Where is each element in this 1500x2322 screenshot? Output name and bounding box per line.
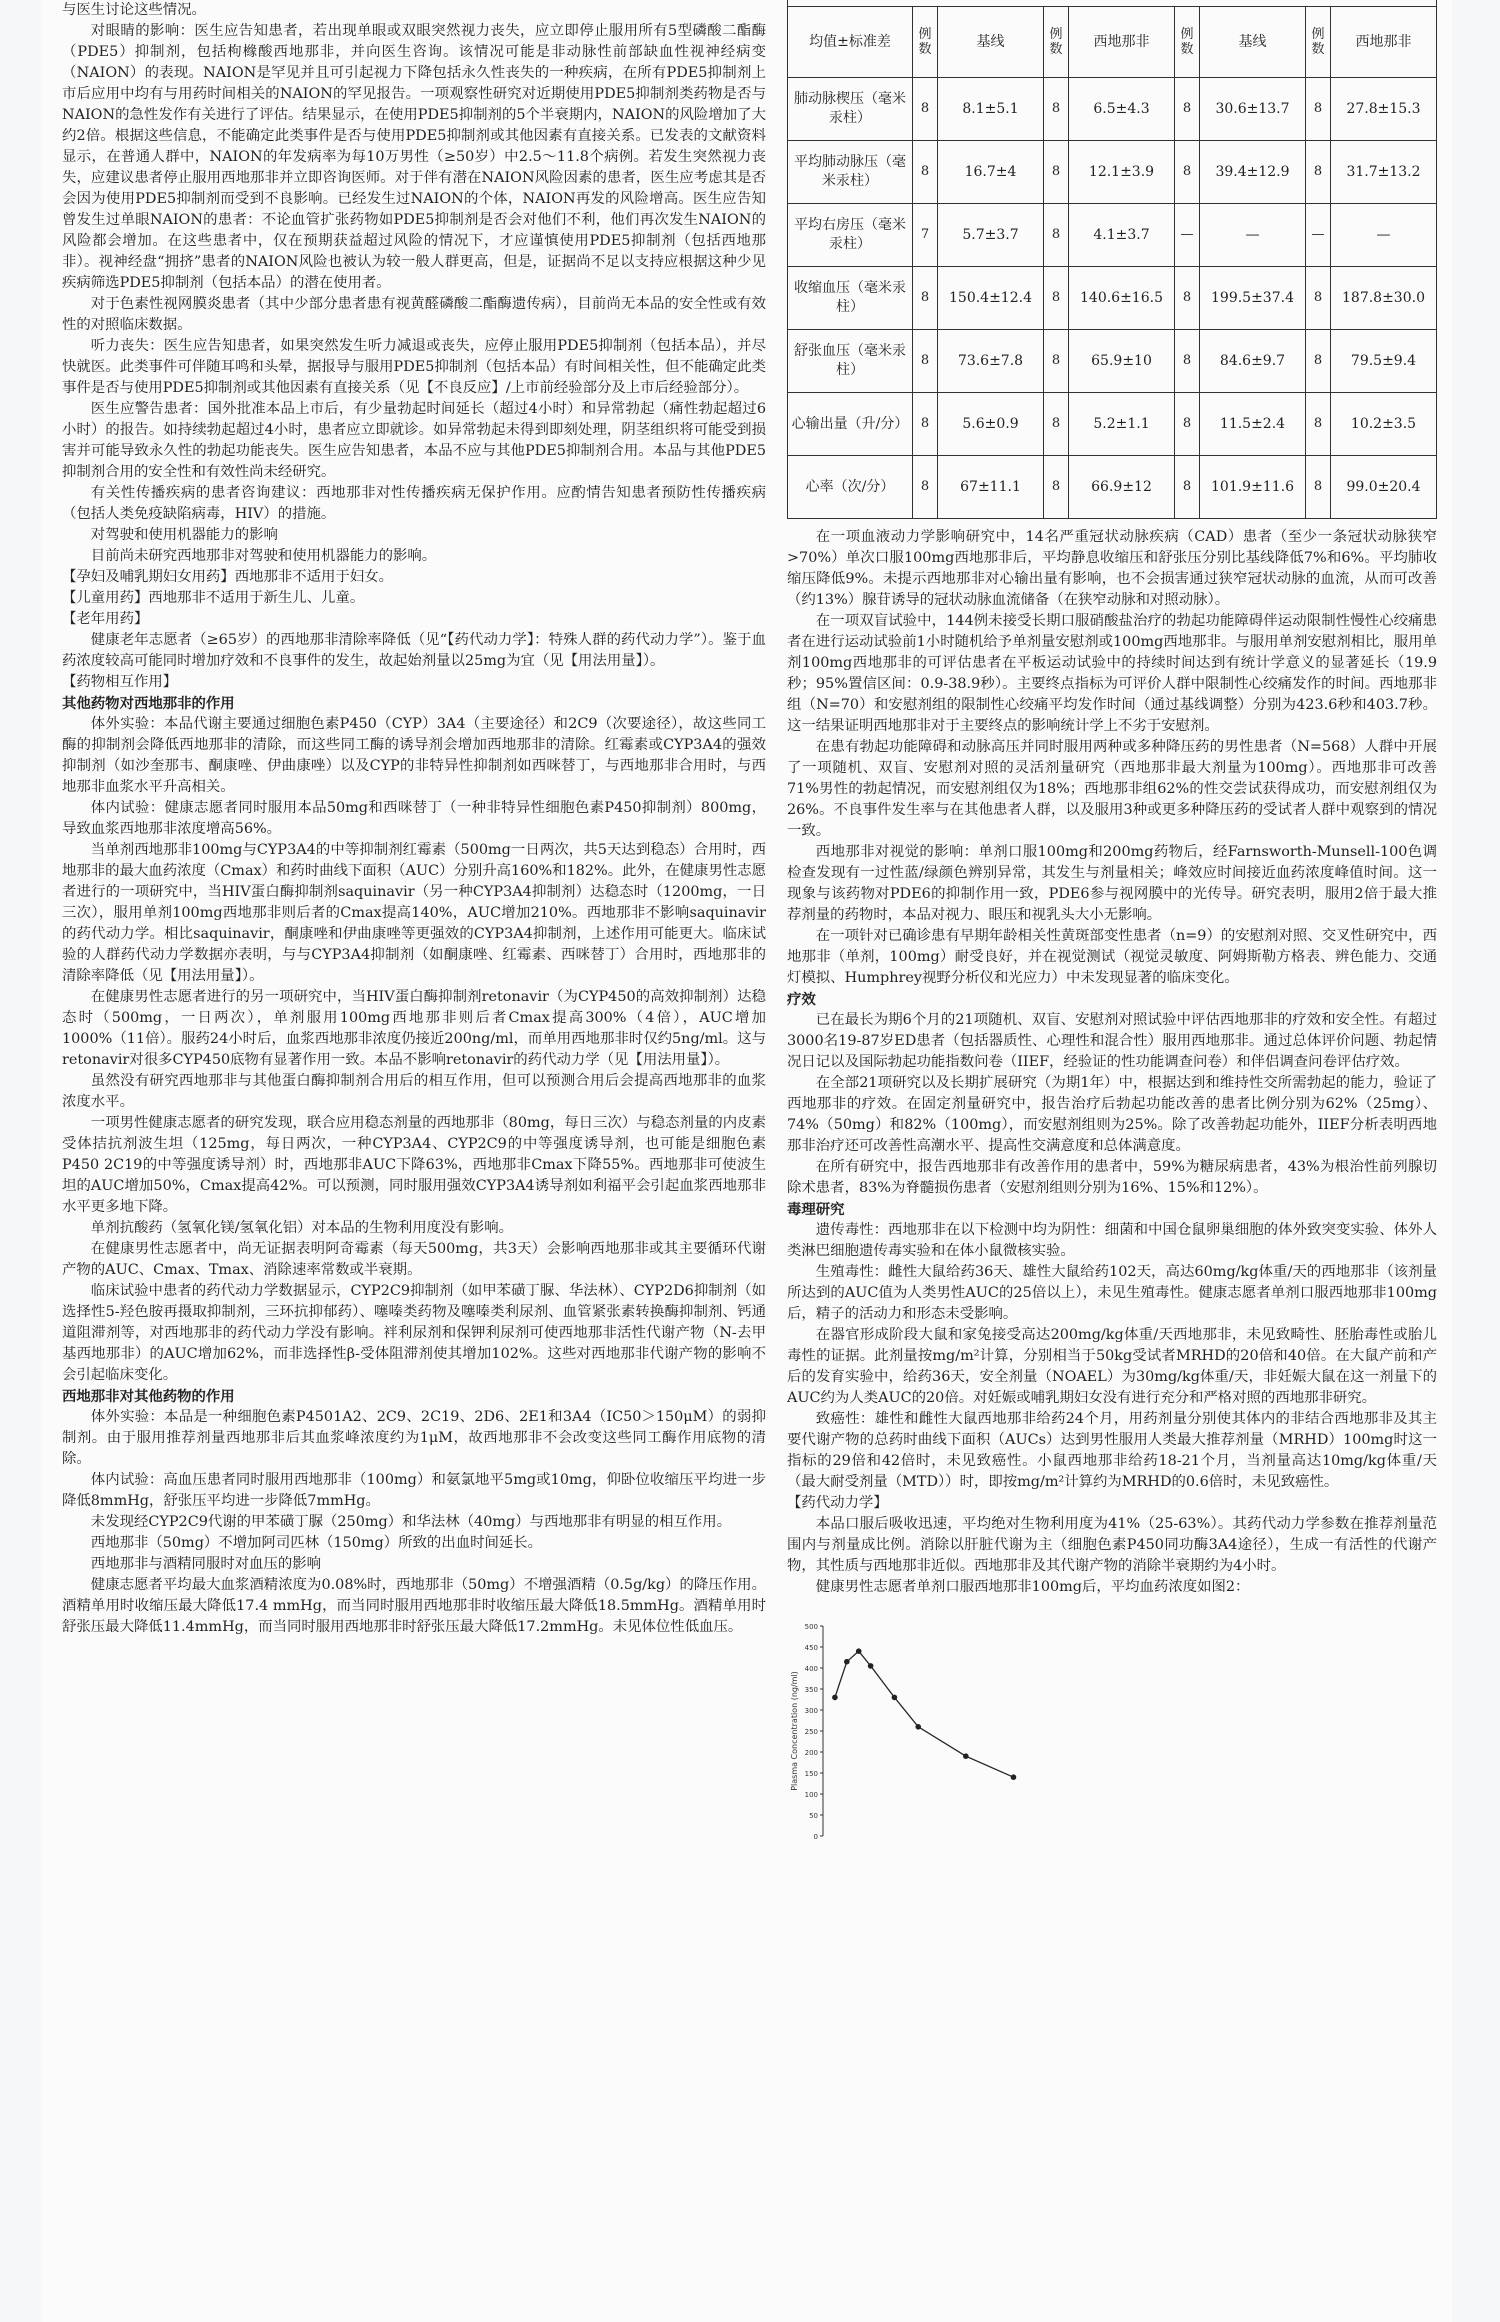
- header-label: 均值±标准差: [788, 7, 913, 78]
- value-cell: 73.6±7.8: [938, 330, 1044, 393]
- paragraph: 【老年用药】: [62, 611, 149, 627]
- paragraph: 与医生讨论这些情况。: [62, 2, 206, 18]
- paragraph: 有关性传播疾病的患者咨询建议：西地那非对性传播疾病无保护作用。应酌情告知患者预防性传播疾病（包括人类免疫缺陷病毒，HIV）的措施。: [62, 485, 766, 522]
- table-row: [788, 78, 1437, 141]
- concentration-chart: [787, 1618, 1437, 1848]
- n-cell: 8: [913, 393, 938, 456]
- paragraph: 健康老年志愿者（≥65岁）的西地那非清除率降低（见“【药代动力学】：特殊人群的药代动力学”）。鉴于血药浓度较高可能同时增加疗效和不良事件的发生，故起始剂量以25mg为宜（见【用法用量】）。: [62, 632, 766, 669]
- n-header: 例数: [1306, 7, 1331, 78]
- paragraph: 西地那非（50mg）不增加阿司匹林（150mg）所致的出血时间延长。: [90, 1535, 543, 1551]
- left-column: [62, 0, 766, 2322]
- n-cell: 8: [913, 267, 938, 330]
- y-axis-label: Plasma Concentration (ng/ml): [790, 1671, 799, 1791]
- row-label: 平均右房压（毫米汞柱）: [788, 204, 913, 267]
- n-header: 例数: [1044, 7, 1069, 78]
- value-cell: 30.6±13.7: [1200, 78, 1306, 141]
- paragraph: 遗传毒性：西地那非在以下检测中均为阴性：细菌和中国仓鼠卵巢细胞的体外致突变实验、体外人类淋巴细胞遗传毒实验和在体小鼠微核实验。: [787, 1222, 1437, 1259]
- value-cell: 199.5±37.4: [1200, 267, 1306, 330]
- n-cell: 8: [1306, 456, 1331, 519]
- n-cell: 8: [1044, 393, 1069, 456]
- paragraph: 在一项血液动力学影响研究中，14名严重冠状动脉疾病（CAD）患者（至少一条冠状动脉狭窄>70%）单次口服100mg西地那非后，平均静息收缩压和舒张压分别比基线降低7%和6%。平均肺收缩压降低9%。未提示西地那非对心输出量有影响，也不会损害通过狭窄冠状动脉的血流，从而可改善（约13%）腺苷诱导的冠状动脉血流储备（在狭窄动脉和对照动脉）。: [787, 529, 1437, 608]
- section-heading: 其他药物对西地那非的作用: [62, 695, 235, 712]
- n-cell: 8: [1044, 330, 1069, 393]
- value-cell: 187.8±30.0: [1331, 267, 1437, 330]
- y-tick-label: 150: [804, 1770, 818, 1778]
- n-cell: 8: [913, 330, 938, 393]
- paragraph: 听力丧失：医生应告知患者，如果突然发生听力减退或丧失，应停止服用PDE5抑制剂（包括本品），并尽快就医。此类事件可伴随耳鸣和头晕，据报导与服用PDE5抑制剂（包括本品）有时间相关性，但不能确定此类事件是否与使用PDE5抑制剂或其他因素有直接关系（见【不良反应】/上市前经验部分及上市后经验部分）。: [62, 338, 766, 396]
- paragraph: 体外实验：本品是一种细胞色素P4501A2、2C9、2C19、2D6、2E1和3A4（IC50＞150μM）的弱抑制剂。由于服用推荐剂量西地那非后其血浆峰浓度约为1μM，故西地那非不会改变这些同工酶作用底物的清除。: [62, 1409, 766, 1467]
- right-column: [787, 0, 1437, 2322]
- paragraph: 在所有研究中，报告西地那非有改善作用的患者中，59%为糖尿病患者，43%为根治性前列腺切除术患者，83%为脊髓损伤患者（安慰剂组则分别为16%、15%和12%）。: [787, 1159, 1437, 1196]
- value-cell: 5.2±1.1: [1069, 393, 1175, 456]
- paragraph: 体外实验：本品代谢主要通过细胞色素P450（CYP）3A4（主要途径）和2C9（次要途径），故这些同工酶的抑制剂会降低西地那非的清除，而这些同工酶的诱导剂会增加西地那非的清除。红霉素或CYP3A4的强效抑制剂（如沙奎那韦、酮康唑、伊曲康唑）以及CYP的非特异性抑制剂如西咪替丁，与西地那非合用时，与西地那非血浆水平升高相关。: [62, 716, 766, 795]
- value-cell: 5.6±0.9: [938, 393, 1044, 456]
- n-cell: 8: [913, 78, 938, 141]
- paragraph: 【儿童用药】西地那非不适用于新生儿、儿童。: [62, 590, 365, 606]
- value-cell: 66.9±12: [1069, 456, 1175, 519]
- y-tick-label: 0: [813, 1833, 818, 1841]
- n-cell: 8: [1306, 267, 1331, 330]
- n-cell: 8: [1044, 456, 1069, 519]
- row-label: 平均肺动脉压（毫米汞柱）: [788, 141, 913, 204]
- paragraph: 临床试验中患者的药代动力学数据显示，CYP2C9抑制剂（如甲苯磺丁脲、华法林）、CYP2D6抑制剂（如选择性5-羟色胺再摄取抑制剂，三环抗抑郁药）、噻嗪类药物及噻嗪类利尿剂、血管紧张素转换酶抑制剂、钙通道阻滞剂等，对西地那非的药代动力学没有影响。袢利尿剂和保钾利尿剂可使西地那非活性代谢产物（N-去甲基西地那非）的AUC增加62%，而非选择性β-受体阻滞剂使其增加102%。这些对西地那非代谢产物的影响不会引起临床变化。: [62, 1283, 766, 1383]
- value-cell: 27.8±15.3: [1331, 78, 1437, 141]
- paragraph: 西地那非与酒精同服时对血压的影响: [90, 1556, 322, 1572]
- paragraph: 医生应警告患者：国外批准本品上市后，有少量勃起时间延长（超过4小时）和异常勃起（痛性勃起超过6小时）的报告。如持续勃起超过4小时，患者应立即就诊。如异常勃起未得到即刻处理，阴茎组织将可能受到损害并可能导致永久性的勃起功能丧失。医生应告知患者，本品不应与其他PDE5抑制剂合用。本品与其他PDE5抑制剂合用的安全性和有效性尚未经研究。: [62, 401, 766, 480]
- paragraph: 当单剂西地那非100mg与CYP3A4的中等抑制剂红霉素（500mg一日两次，共5天达到稳态）合用时，西地那非的最大血药浓度（Cmax）和药时曲线下面积（AUC）分别升高160%和182%。此外，在健康男性志愿者进行的一项研究中，当HIV蛋白酶抑制剂saquinavir（另一种CYP3A4抑制剂）达稳态时（1200mg，一日三次），服用单剂100mg西地那非则后者的Cmax提高140%，AUC增加210%。西地那非不影响saquinavir的药代动力学。相比saquinavir，酮康唑和伊曲康唑等更强效的CYP3A4抑制剂，上述作用可能更大。临床试验的人群药代动力学数据亦表明，与与CYP3A4抑制剂（如酮康唑、红霉素、西咪替丁）合用时，西地那非的清除率降低（见【用法用量】）。: [62, 842, 766, 984]
- n-cell: 8: [1306, 141, 1331, 204]
- data-point: [856, 1648, 862, 1654]
- right-text: [787, 527, 1437, 1598]
- group-header: 西地那非: [1069, 7, 1175, 78]
- row-label: 收缩血压（毫米汞柱）: [788, 267, 913, 330]
- row-label: 心输出量（升/分）: [788, 393, 913, 456]
- n-cell: 8: [1306, 330, 1331, 393]
- y-tick-label: 400: [804, 1665, 818, 1673]
- n-cell: 8: [1044, 204, 1069, 267]
- value-cell: 5.7±3.7: [938, 204, 1044, 267]
- n-cell: 8: [1044, 141, 1069, 204]
- value-cell: —: [1200, 204, 1306, 267]
- y-tick-label: 50: [809, 1812, 818, 1820]
- paragraph: 在器官形成阶段大鼠和家兔接受高达200mg/kg体重/天西地那非，未见致畸性、胚胎毒性或胎儿毒性的证据。此剂量按mg/m²计算，分别相当于50kg受试者MRHD的20倍和40倍。在大鼠产前和产后的发育实验中，给药36天，安全剂量（NOAEL）为30mg/kg体重/天，非妊娠大鼠在这一剂量下的AUC约为人类AUC的20倍。对妊娠或哺乳期妇女没有进行充分和严格对照的西地那非研究。: [787, 1327, 1437, 1406]
- paragraph: 健康志愿者平均最大血浆酒精浓度为0.08%时，西地那非（50mg）不增强酒精（0.5g/kg）的降压作用。酒精单用时收缩压最大降低17.4 mmHg，而当同时服用西地那非时收缩压最大降低18.5mmHg。酒精单用时舒张压最大降低11.4mmHg，而当同时服用西地那非时舒张压最大降低17.2mmHg。未见体位性低血压。: [62, 1577, 766, 1635]
- paragraph: 在健康男性志愿者进行的另一项研究中，当HIV蛋白酶抑制剂retonavir（为CYP450的高效抑制剂）达稳态时（500mg，一日两次），单剂服用100mg西地那非则后者Cmax提高300%（4倍），AUC增加1000%（11倍）。服药24小时后，血浆西地那非浓度仍接近200ng/ml，而单用西地那非时仅约5ng/ml。这与retonavir对很多CYP450底物有显著作用一致。本品不影响retonavir的药代动力学（见【用法用量】）。: [62, 989, 766, 1068]
- n-header: 例数: [1175, 7, 1200, 78]
- paragraph: 生殖毒性：雌性大鼠给药36天、雄性大鼠给药102天，高达60mg/kg体重/天的西地那非（该剂量所达到的AUC值为人类男性AUC的25倍以上），未见生殖毒性。健康志愿者单剂口服西地那非100mg后，精子的活动力和形态未受影响。: [787, 1264, 1437, 1322]
- value-cell: 16.7±4: [938, 141, 1044, 204]
- section-heading: 毒理研究: [787, 1201, 845, 1218]
- paragraph: 【孕妇及哺乳期妇女用药】西地那非不适用于妇女。: [62, 569, 393, 585]
- value-cell: 79.5±9.4: [1331, 330, 1437, 393]
- value-cell: 8.1±5.1: [938, 78, 1044, 141]
- table-header-row: [788, 7, 1437, 78]
- value-cell: 150.4±12.4: [938, 267, 1044, 330]
- paragraph: 在全部21项研究以及长期扩展研究（为期1年）中，根据达到和维持性交所需勃起的能力，验证了西地那非的疗效。在固定剂量研究中，报告治疗后勃起功能改善的患者比例分别为62%（25mg）、74%（50mg）和82%（100mg），而安慰剂组则为25%。除了改善勃起功能外，IIEF分析表明西地那非治疗还可改善性高潮水平、提高性交满意度和总体满意度。: [787, 1075, 1437, 1154]
- n-cell: 8: [1306, 393, 1331, 456]
- series-line: [835, 1651, 1014, 1777]
- n-cell: 8: [1175, 141, 1200, 204]
- paragraph: 在一项双盲试验中，144例未接受长期口服硝酸盐治疗的勃起功能障碍伴运动限制性慢性心绞痛患者在进行运动试验前1小时随机给予单剂量安慰剂或100mg西地那非。与服用单剂安慰剂相比，服用单剂100mg西地那非的可评估患者在平板运动试验中的持续时间达到有统计学意义的显著延长（19.9秒；95%置信区间：0.9-38.9秒）。主要终点指标为可评价人群中限制性心绞痛发作的时间。西地那非组（N=70）和安慰剂组的限制性心绞痛平均发作时间（通过基线调整）分别为423.6秒和403.7秒。这一结果证明西地那非对于主要终点的影响统计学上不劣于安慰剂。: [787, 613, 1437, 734]
- paragraph: 在一项针对已确诊患有早期年龄相关性黄斑部变性患者（n=9）的安慰剂对照、交叉性研究中，西地那非（单剂，100mg）耐受良好，并在视觉测试（视觉灵敏度、阿姆斯勒方格表、辨色能力、交通灯模拟、Humphrey视野分析仪和光应力）中未发现显著的临床变化。: [787, 928, 1437, 986]
- paragraph: 未发现经CYP2C9代谢的甲苯磺丁脲（250mg）和华法林（40mg）与西地那非有明显的相互作用。: [90, 1514, 732, 1530]
- n-cell: 7: [913, 204, 938, 267]
- y-tick-label: 350: [804, 1686, 818, 1694]
- y-tick-label: 300: [804, 1707, 818, 1715]
- n-cell: 8: [1175, 456, 1200, 519]
- table-row: [788, 141, 1437, 204]
- paragraph: 西地那非对视觉的影响：单剂口服100mg和200mg药物后，经Farnsworth-Munsell-100色调检查发现有一过性蓝/绿颜色辨别异常，其发生与剂量相关；峰效应时间接近血药浓度峰值时间。这一现象与该药物对PDE6的抑制作用一致，PDE6参与视网膜中的光传导。研究表明，服用2倍于最大推荐剂量的药物时，本品对视力、眼压和视乳头大小无影响。: [787, 844, 1437, 923]
- n-cell: —: [1306, 204, 1331, 267]
- n-cell: 8: [1306, 78, 1331, 141]
- value-cell: 12.1±3.9: [1069, 141, 1175, 204]
- n-cell: 8: [1175, 267, 1200, 330]
- paragraph: 单剂抗酸药（氢氧化镁/氢氧化铝）对本品的生物利用度没有影响。: [90, 1220, 513, 1236]
- value-cell: 99.0±20.4: [1331, 456, 1437, 519]
- table-row: [788, 456, 1437, 519]
- n-cell: 8: [1044, 78, 1069, 141]
- group-header: 基线: [938, 7, 1044, 78]
- y-tick-label: 100: [804, 1791, 818, 1799]
- paragraph: 一项男性健康志愿者的研究发现，联合应用稳态剂量的西地那非（80mg，每日三次）与稳态剂量的内皮素受体拮抗剂波生坦（125mg，每日两次，一种CYP3A4、CYP2C9的中等强度诱导剂，也可能是细胞色素P450 2C19的中等强度诱导剂）时，西地那非AUC下降63%，西地那非Cmax下降55%。西地那非可使波生坦的AUC增加50%，Cmax提高42%。可以预测，同时服用强效CYP3A4诱导剂如利福平会引起血浆西地那非水平更多地下降。: [62, 1115, 766, 1215]
- data-point: [963, 1753, 969, 1759]
- hemodynamic-table: [787, 0, 1437, 519]
- value-cell: —: [1331, 204, 1437, 267]
- paragraph: 本品口服后吸收迅速，平均绝对生物利用度为41%（25-63%）。其药代动力学参数在推荐剂量范围内与剂量成比例。消除以肝脏代谢为主（细胞色素P450同功酶3A4途径），生成一有活性的代谢产物，其性质与西地那非近似。西地那非及其代谢产物的消除半衰期约为4小时。: [787, 1516, 1437, 1574]
- value-cell: 39.4±12.9: [1200, 141, 1306, 204]
- table-row: [788, 204, 1437, 267]
- n-cell: —: [1175, 204, 1200, 267]
- value-cell: 84.6±9.7: [1200, 330, 1306, 393]
- value-cell: 11.5±2.4: [1200, 393, 1306, 456]
- data-point: [832, 1695, 838, 1701]
- n-cell: 8: [1175, 393, 1200, 456]
- paragraph: 体内试验：高血压患者同时服用西地那非（100mg）和氨氯地平5mg或10mg，仰卧位收缩压平均进一步降低8mmHg，舒张压平均进一步降低7mmHg。: [62, 1472, 766, 1509]
- data-point: [844, 1659, 850, 1665]
- data-point: [915, 1724, 921, 1730]
- row-label: 心率（次/分）: [788, 456, 913, 519]
- data-point: [892, 1695, 898, 1701]
- chart-svg: [787, 1618, 1047, 1848]
- paragraph: 致癌性：雄性和雌性大鼠西地那非给药24个月，用药剂量分别使其体内的非结合西地那非及其主要代谢产物的总药时曲线下面积（AUCs）达到男性服用人类最大推荐剂量（MRHD）100mg时这一指标的29倍和42倍时，未见致癌性。小鼠西地那非给药18-21个月，当剂量高达10mg/kg体重/天（最大耐受剂量（MTD））时，即按mg/m²计算约为MRHD的0.6倍时，未见致癌性。: [787, 1411, 1437, 1490]
- table-row: [788, 330, 1437, 393]
- value-cell: 31.7±13.2: [1331, 141, 1437, 204]
- y-tick-label: 250: [804, 1728, 818, 1736]
- n-cell: 8: [913, 456, 938, 519]
- paragraph: 【药代动力学】: [787, 1495, 888, 1511]
- value-cell: 67±11.1: [938, 456, 1044, 519]
- n-header: 例数: [913, 7, 938, 78]
- value-cell: 6.5±4.3: [1069, 78, 1175, 141]
- value-cell: 101.9±11.6: [1200, 456, 1306, 519]
- n-cell: 8: [1175, 330, 1200, 393]
- group-header: 基线: [1200, 7, 1306, 78]
- y-tick-label: 200: [804, 1749, 818, 1757]
- value-cell: 4.1±3.7: [1069, 204, 1175, 267]
- section-heading: 西地那非对其他药物的作用: [62, 1388, 235, 1405]
- data-point: [868, 1663, 874, 1669]
- paragraph: 目前尚未研究西地那非对驾驶和使用机器能力的影响。: [90, 548, 437, 564]
- group-header: 西地那非: [1331, 7, 1437, 78]
- section-heading: 疗效: [787, 991, 816, 1008]
- paragraph: 健康男性志愿者单剂口服西地那非100mg后，平均血药浓度如图2：: [815, 1579, 1250, 1595]
- paragraph: 在健康男性志愿者中，尚无证据表明阿奇霉素（每天500mg，共3天）会影响西地那非或其主要循环代谢产物的AUC、Cmax、Tmax、消除速率常数或半衰期。: [62, 1241, 766, 1278]
- paragraph: 【药物相互作用】: [62, 674, 178, 690]
- n-cell: 8: [1175, 78, 1200, 141]
- n-cell: 8: [913, 141, 938, 204]
- value-cell: 65.9±10: [1069, 330, 1175, 393]
- value-cell: 10.2±3.5: [1331, 393, 1437, 456]
- paragraph: 对于色素性视网膜炎患者（其中少部分患者患有视黄醛磷酸二酯酶遗传病），目前尚无本品的安全性或有效性的对照临床数据。: [62, 296, 766, 333]
- y-tick-label: 450: [804, 1644, 818, 1652]
- data-point: [1011, 1774, 1017, 1780]
- n-cell: 8: [1044, 267, 1069, 330]
- paragraph: 体内试验：健康志愿者同时服用本品50mg和西咪替丁（一种非特异性细胞色素P450抑制剂）800mg，导致血浆西地那非浓度增高56%。: [62, 800, 766, 837]
- value-cell: 140.6±16.5: [1069, 267, 1175, 330]
- paragraph: 对驾驶和使用机器能力的影响: [90, 527, 278, 543]
- paragraph: 在患有勃起功能障碍和动脉高压并同时服用两种或多种降压药的男性患者（N=568）人群中开展了一项随机、双盲、安慰剂对照的灵活剂量研究（西地那非最大剂量为100mg）。西地那非可改善71%男性的勃起情况，而安慰剂组仅为18%；西地那非组62%的性交尝试获得成功，而安慰剂组仅为26%。不良事件发生率与在其他患者人群，以及服用3种或更多种降压药的受试者人群中观察到的情况一致。: [787, 739, 1437, 839]
- table-row: [788, 267, 1437, 330]
- row-label: 舒张血压（毫米汞柱）: [788, 330, 913, 393]
- y-tick-label: 500: [804, 1623, 818, 1631]
- document-page: [42, 0, 1452, 2322]
- paragraph: 已在最长为期6个月的21项随机、双盲、安慰剂对照试验中评估西地那非的疗效和安全性。有超过3000名19-87岁ED患者（包括器质性、心理性和混合性）服用西地那非。通过总体评价问题、勃起情况日记以及国际勃起功能指数问卷（IIEF，经验证的性功能调查问卷）和伴侣调查问卷评估疗效。: [787, 1012, 1437, 1070]
- paragraph: 对眼睛的影响：医生应告知患者，若出现单眼或双眼突然视力丧失，应立即停止服用所有5型磷酸二酯酶（PDE5）抑制剂，包括枸橼酸西地那非，并向医生咨询。该情况可能是非动脉性前部缺血性视神经病变（NAION）的表现。NAION是罕见并且可引起视力下降包括永久性丧失的一种疾病，在所有PDE5抑制剂上市后应用中均有与用药时间相关的NAION的罕见报告。一项观察性研究对近期使用PDE5抑制剂类药物是否与NAION的急性发作有关进行了评估。结果显示，在使用PDE5抑制剂的5个半衰期内，NAION的风险增加了大约2倍。根据这些信息，不能确定此类事件是否与使用PDE5抑制剂或其他因素有直接关系。已发表的文献资料显示，在普通人群中，NAION的年发病率为每10万男性（≥50岁）中2.5～11.8个病例。若发生突然视力丧失，应建议患者停止服用西地那非并立即咨询医师。对于伴有潜在NAION风险因素的患者，医生应考虑其是否会因为使用PDE5抑制剂而受到不良影响。已经发生过NAION的个体，NAION再发的风险增高。医生应告知曾发生过单眼NAION的患者：不论血管扩张药物如PDE5抑制剂是否会对他们不利，他们再次发生NAION的风险都会增加。在这些患者中，仅在预期获益超过风险的情况下，才应谨慎使用PDE5抑制剂（包括西地那非）。视神经盘“拥挤”患者的NAION风险也被认为较一般人群更高，但是，证据尚不足以支持应根据这种少见疾病筛选PDE5抑制剂（包括本品）的潜在使用者。: [62, 23, 766, 291]
- table-row: [788, 393, 1437, 456]
- paragraph: 虽然没有研究西地那非与其他蛋白酶抑制剂合用后的相互作用，但可以预测合用后会提高西地那非的血浆浓度水平。: [62, 1073, 766, 1110]
- row-label: 肺动脉楔压（毫米汞柱）: [788, 78, 913, 141]
